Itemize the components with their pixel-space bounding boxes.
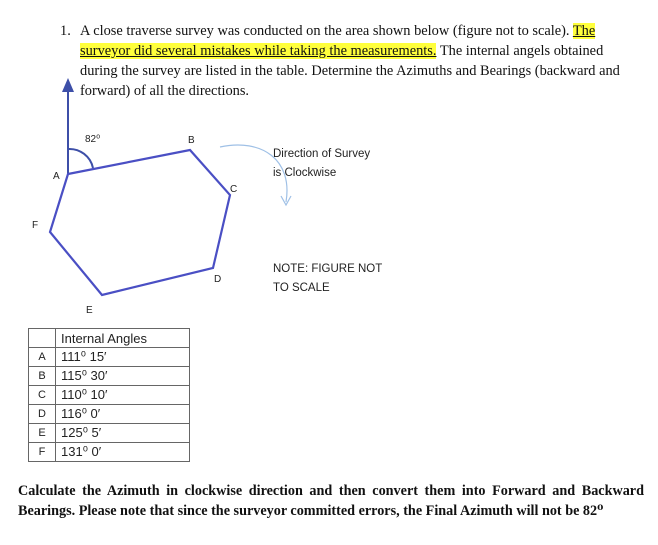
question-intro: A close traverse survey was conducted on the area shown below (figure not to scale). <box>80 23 570 39</box>
row-point: D <box>29 405 56 424</box>
traverse-polygon <box>50 150 230 295</box>
row-angle: 131⁰ 0′ <box>56 443 190 462</box>
row-angle: 115⁰ 30′ <box>56 367 190 386</box>
table-row <box>29 405 190 424</box>
note-line-1: NOTE: FIGURE NOT <box>273 263 383 275</box>
table-row <box>29 424 190 443</box>
point-label-c: C <box>230 184 238 195</box>
internal-angles-table <box>28 328 190 462</box>
direction-line-1: Direction of Survey <box>273 148 371 160</box>
point-label-b: B <box>188 135 195 146</box>
table-row <box>29 386 190 405</box>
point-label-e: E <box>86 305 93 316</box>
note-line-2: TO SCALE <box>273 282 330 294</box>
row-angle: 110⁰ 10′ <box>56 386 190 405</box>
angle-arc <box>68 149 93 168</box>
point-label-a: A <box>53 171 60 182</box>
row-angle: 125⁰ 5′ <box>56 424 190 443</box>
direction-note <box>273 145 370 183</box>
row-angle: 111⁰ 15′ <box>56 348 190 367</box>
north-arrow-head <box>62 78 74 92</box>
table-row <box>29 443 190 462</box>
header-blank-cell <box>29 329 56 348</box>
row-point: F <box>29 443 56 462</box>
table-header: Internal Angles <box>56 329 190 348</box>
row-point: C <box>29 386 56 405</box>
highlight-mistakes: surveyor did several mistakes while taking the measurements. <box>80 43 437 59</box>
question-number: 1. <box>60 23 71 39</box>
instruction-paragraph: Calculate the Azimuth in clockwise direction and then convert them into Forward and Backward Bearings. Please note that since the surveyor committed errors, the Final Azimuth will not be 82⁰ <box>18 483 644 519</box>
table-row <box>29 348 190 367</box>
row-point: B <box>29 367 56 386</box>
row-angle: 116⁰ 0′ <box>56 405 190 424</box>
highlight-the: The <box>572 23 596 39</box>
row-point: E <box>29 424 56 443</box>
table-row <box>29 367 190 386</box>
direction-line-2: is Clockwise <box>273 167 337 179</box>
point-label-f: F <box>32 220 39 231</box>
point-label-d: D <box>214 274 222 285</box>
table-header-row <box>29 329 190 348</box>
angle-label: 82⁰ <box>85 134 101 145</box>
row-point: A <box>29 348 56 367</box>
question-rest: The internal angels obtained during the survey are listed in the table. Determine the Azimuths and Bearings (backward and forward) of all the directions. <box>80 43 620 99</box>
scale-note <box>273 260 382 298</box>
